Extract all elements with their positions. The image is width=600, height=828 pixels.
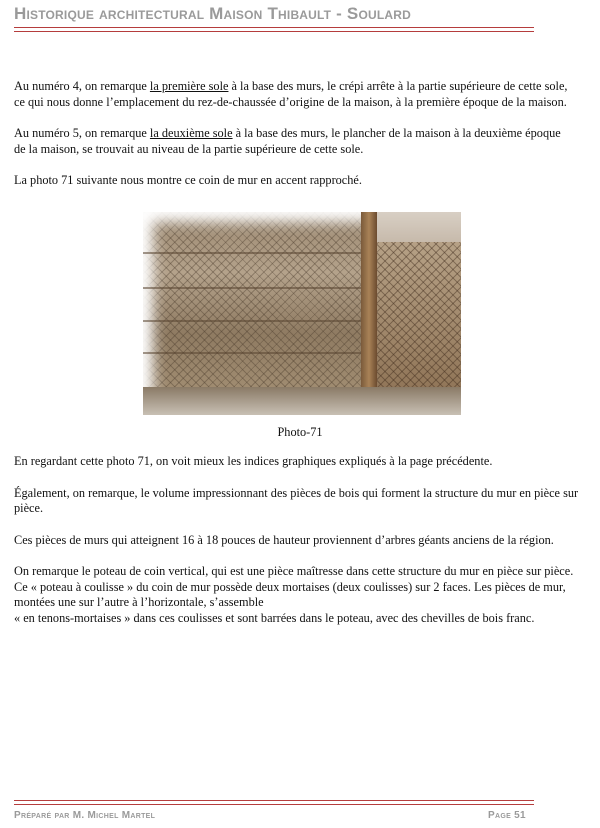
page-number: Page 51 — [488, 810, 526, 821]
paragraph-poteau — [14, 564, 579, 626]
floor-area — [143, 387, 461, 415]
footer-author: Préparé par M. Michel Martel — [14, 810, 156, 821]
paragraph-photo-intro: La photo 71 suivante nous montre ce coin de mur en accent rapproché. — [14, 173, 362, 187]
body-text-top — [14, 79, 574, 205]
photo-71-image — [143, 212, 461, 415]
deuxieme-sole-link[interactable]: la deuxième sole — [149, 126, 233, 140]
paragraph-text: à la base des murs, le plancher de la maison à la deuxième époque de la maison, se trouvait au niveau de la partie supérieure de cette sole. — [14, 126, 561, 156]
paragraph-numero-5 — [14, 126, 574, 157]
wall-corner-photo — [143, 212, 461, 415]
paragraph-text: « en tenons-mortaises » dans ces coulisses et sont barrées dans le poteau, avec des chevilles de bois franc. — [14, 610, 535, 625]
log-seam — [143, 252, 361, 254]
premiere-sole-link[interactable]: la première sole — [149, 79, 229, 93]
paragraph-text: à la base des murs, le crépi arrête à la partie supérieure de cette sole, ce qui nous donne l’emplacement du rez-de-chaussée d’origine de la maison, à la première époque de la maison. — [14, 79, 568, 109]
header-divider — [14, 27, 534, 32]
log-seam — [143, 352, 361, 354]
paragraph-text: On remarque le poteau de coin vertical, qui est une pièce maîtresse dans cette structure du mur en pièce sur pièce. Ce « poteau à coulisse » du coin de mur possède deux mortaises (deux coulisses) sur 2 faces. Les pièces de mur, montées une sur l’autre à l’horizontale, s’assemble — [14, 564, 574, 609]
document-title: Historique architectural Maison Thibault - Soulard — [14, 4, 411, 23]
log-seam — [143, 287, 361, 289]
paragraph-indices: En regardant cette photo 71, on voit mieux les indices graphiques expliqués à la page précédente. — [14, 454, 493, 468]
photo-caption: Photo-71 — [277, 425, 323, 439]
paragraph-text: Au numéro 5, on remarque — [14, 126, 150, 140]
corner-post — [361, 212, 377, 415]
paragraph-text: Au numéro 4, on remarque — [14, 79, 150, 93]
paragraph-volume: Également, on remarque, le volume impressionnant des pièces de bois qui forment la structure du mur en pièce sur pièce. — [14, 485, 579, 515]
log-seam — [143, 320, 361, 322]
page-header — [14, 4, 534, 24]
paragraph-hauteur: Ces pièces de murs qui atteignent 16 à 18 pouces de hauteur proviennent d’arbres géants anciens de la région. — [14, 532, 554, 547]
paragraph-numero-4 — [14, 79, 574, 110]
footer-divider — [14, 800, 534, 805]
body-text-bottom — [14, 454, 579, 642]
